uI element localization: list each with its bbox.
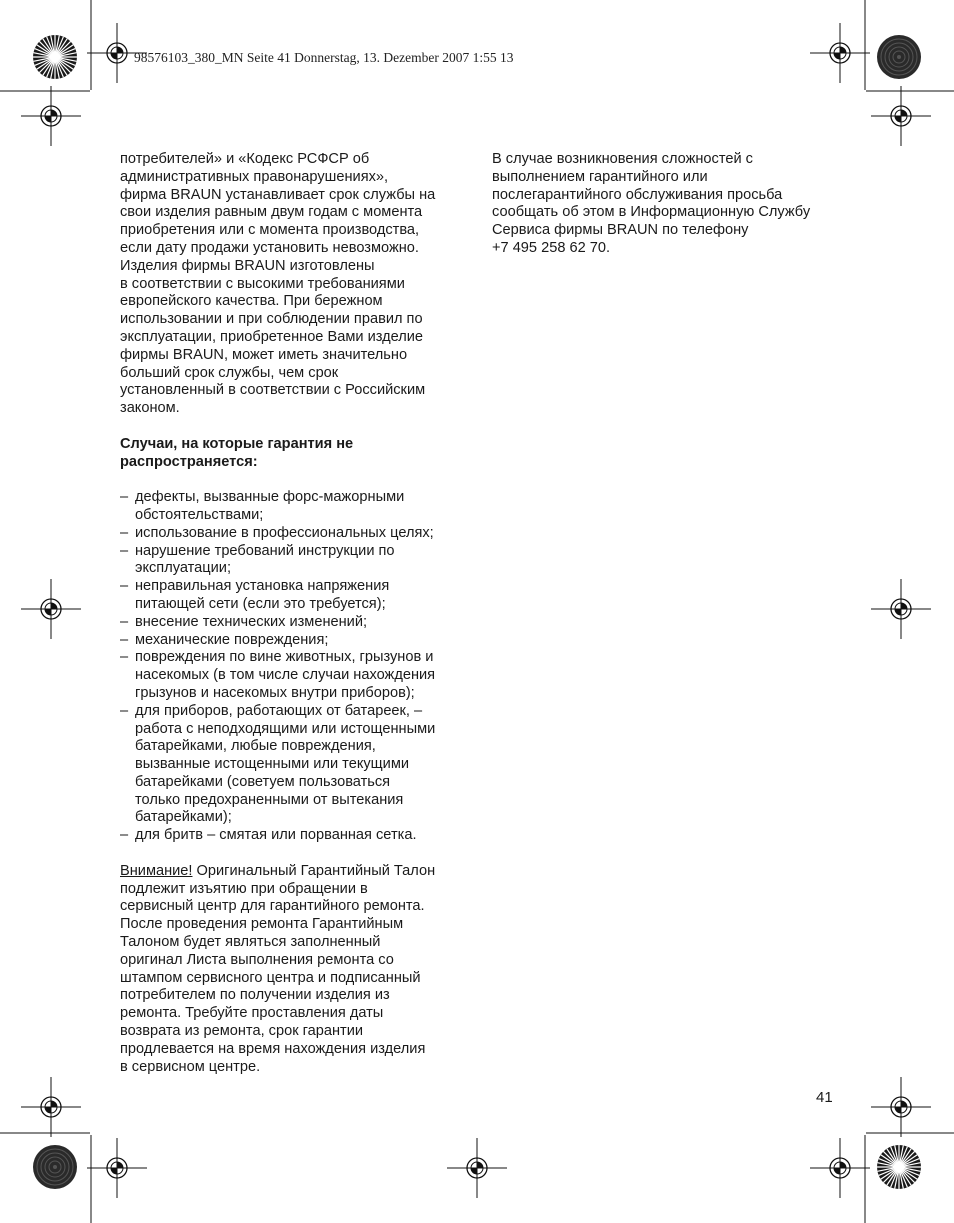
attention-paragraph xyxy=(120,863,470,1077)
left-column xyxy=(120,151,470,1076)
intro-line: эксплуатации, приобретенное Вами изделие xyxy=(120,328,424,345)
list-item xyxy=(120,703,470,828)
intro-paragraph xyxy=(120,151,470,418)
intro-line: Изделия фирмы BRAUN изготовлены xyxy=(120,257,375,274)
attention-line: потребителем по получении изделия из xyxy=(120,987,390,1004)
list-item xyxy=(120,614,470,632)
list-item-line: питающей сети (если это требуется); xyxy=(135,595,386,612)
attention-line: ремонта. Требуйте проставления даты xyxy=(120,1005,384,1022)
attention-line: сервисный центр для гарантийного ремонта. xyxy=(120,898,425,915)
list-item-line: насекомых (в том числе случаи нахождения xyxy=(135,667,436,684)
service-line: послегарантийного обслуживания просьба xyxy=(492,186,783,203)
list-item-line: использование в профессиональных целях; xyxy=(135,524,434,541)
attention-line: в сервисном центре. xyxy=(120,1058,261,1075)
intro-line: свои изделия равным двум годам с момента xyxy=(120,204,423,221)
bullet-dash: – xyxy=(120,489,129,506)
bullet-dash: – xyxy=(120,542,129,559)
attention-line: штампом сервисного центра и подписанный xyxy=(120,969,421,986)
heading-line: Случаи, на которые гарантия не xyxy=(120,435,354,452)
attention-first-line-text: Оригинальный Гарантийный Талон xyxy=(192,862,436,879)
service-line: сообщать об этом в Информационную Службу xyxy=(492,204,811,221)
service-line: выполнением гарантийного или xyxy=(492,168,708,185)
intro-line: в соответствии с высокими требованиями xyxy=(120,275,405,292)
bullet-dash: – xyxy=(120,827,129,844)
exclusions-list xyxy=(120,489,470,845)
intro-line: установленный в соответствии с Российским xyxy=(120,382,426,399)
attention-line: возврата из ремонта, срок гарантии xyxy=(120,1023,364,1040)
list-item xyxy=(120,578,470,614)
list-item xyxy=(120,489,470,525)
attention-line: подлежит изъятию при обращении в xyxy=(120,880,368,897)
section-heading xyxy=(120,436,470,472)
service-phone-line: +7 495 258 62 70. xyxy=(492,239,611,256)
list-item-line: внесение технических изменений; xyxy=(135,613,368,630)
list-item-line: дефекты, вызванные форс-мажорными xyxy=(135,489,405,506)
right-column xyxy=(492,151,842,258)
intro-line: больший срок службы, чем срок xyxy=(120,364,339,381)
bullet-dash: – xyxy=(120,578,129,595)
list-item-line: повреждения по вине животных, грызунов и xyxy=(135,649,434,666)
list-item-line: механические повреждения; xyxy=(135,631,329,648)
list-item-line: батарейками); xyxy=(135,809,232,826)
attention-label: Внимание! xyxy=(120,862,193,879)
intro-line: потребителей» и «Кодекс РСФСР об xyxy=(120,151,370,167)
list-item-line: неправильная установка напряжения xyxy=(135,578,390,595)
attention-line: Талоном будет являться заполненный xyxy=(120,934,381,951)
list-item-line: батарейками, любые повреждения, xyxy=(135,738,376,755)
bullet-dash: – xyxy=(120,524,129,541)
list-item xyxy=(120,525,470,543)
list-item xyxy=(120,632,470,650)
list-item-line: для бритв – смятая или порванная сетка. xyxy=(135,827,417,844)
bullet-dash: – xyxy=(120,702,129,719)
list-item xyxy=(120,827,470,845)
service-line: Сервиса фирмы BRAUN по телефону xyxy=(492,222,749,239)
intro-line: если дату продажи установить невозможно. xyxy=(120,239,419,256)
bullet-dash: – xyxy=(120,649,129,666)
bullet-dash: – xyxy=(120,631,129,648)
list-item-line: обстоятельствами; xyxy=(135,506,264,523)
intro-line: фирмы BRAUN, может иметь значительно xyxy=(120,346,408,363)
intro-line: законом. xyxy=(120,400,180,417)
attention-line: После проведения ремонта Гарантийным xyxy=(120,916,404,933)
attention-line: оригинал Листа выполнения ремонта со xyxy=(120,951,394,968)
print-slug: 98576103_380_MN Seite 41 Donnerstag, 13. Dezember 2007 1:55 13 xyxy=(134,50,514,65)
list-item-line: для приборов, работающих от батареек, – xyxy=(135,702,423,719)
list-item xyxy=(120,543,470,579)
list-item xyxy=(120,649,470,702)
intro-line: использовании и при соблюдении правил по xyxy=(120,311,423,328)
heading-line: распространяется: xyxy=(120,453,258,470)
bullet-dash: – xyxy=(120,613,129,630)
list-item-line: работа с неподходящими или истощенными xyxy=(135,720,436,737)
page-number: 41 xyxy=(816,1089,833,1106)
intro-line: европейского качества. При бережном xyxy=(120,293,383,310)
list-item-line: эксплуатации; xyxy=(135,560,231,577)
list-item-line: только предохраненными от вытекания xyxy=(135,791,404,808)
list-item-line: нарушение требований инструкции по xyxy=(135,542,395,559)
intro-line: фирма BRAUN устанавливает срок службы на xyxy=(120,186,436,203)
attention-line: продлевается на время нахождения изделия xyxy=(120,1040,426,1057)
attention-first-line xyxy=(120,863,470,881)
list-item-line: батарейками (советуем пользоваться xyxy=(135,773,391,790)
list-item-line: грызунов и насекомых внутри приборов); xyxy=(135,684,415,701)
list-item-line: вызванные истощенными или текущими xyxy=(135,756,410,773)
intro-line: приобретения или с момента производства, xyxy=(120,222,420,239)
intro-line: административных правонарушениях», xyxy=(120,168,389,185)
service-line: В случае возникновения сложностей с xyxy=(492,151,753,167)
service-paragraph xyxy=(492,151,842,258)
